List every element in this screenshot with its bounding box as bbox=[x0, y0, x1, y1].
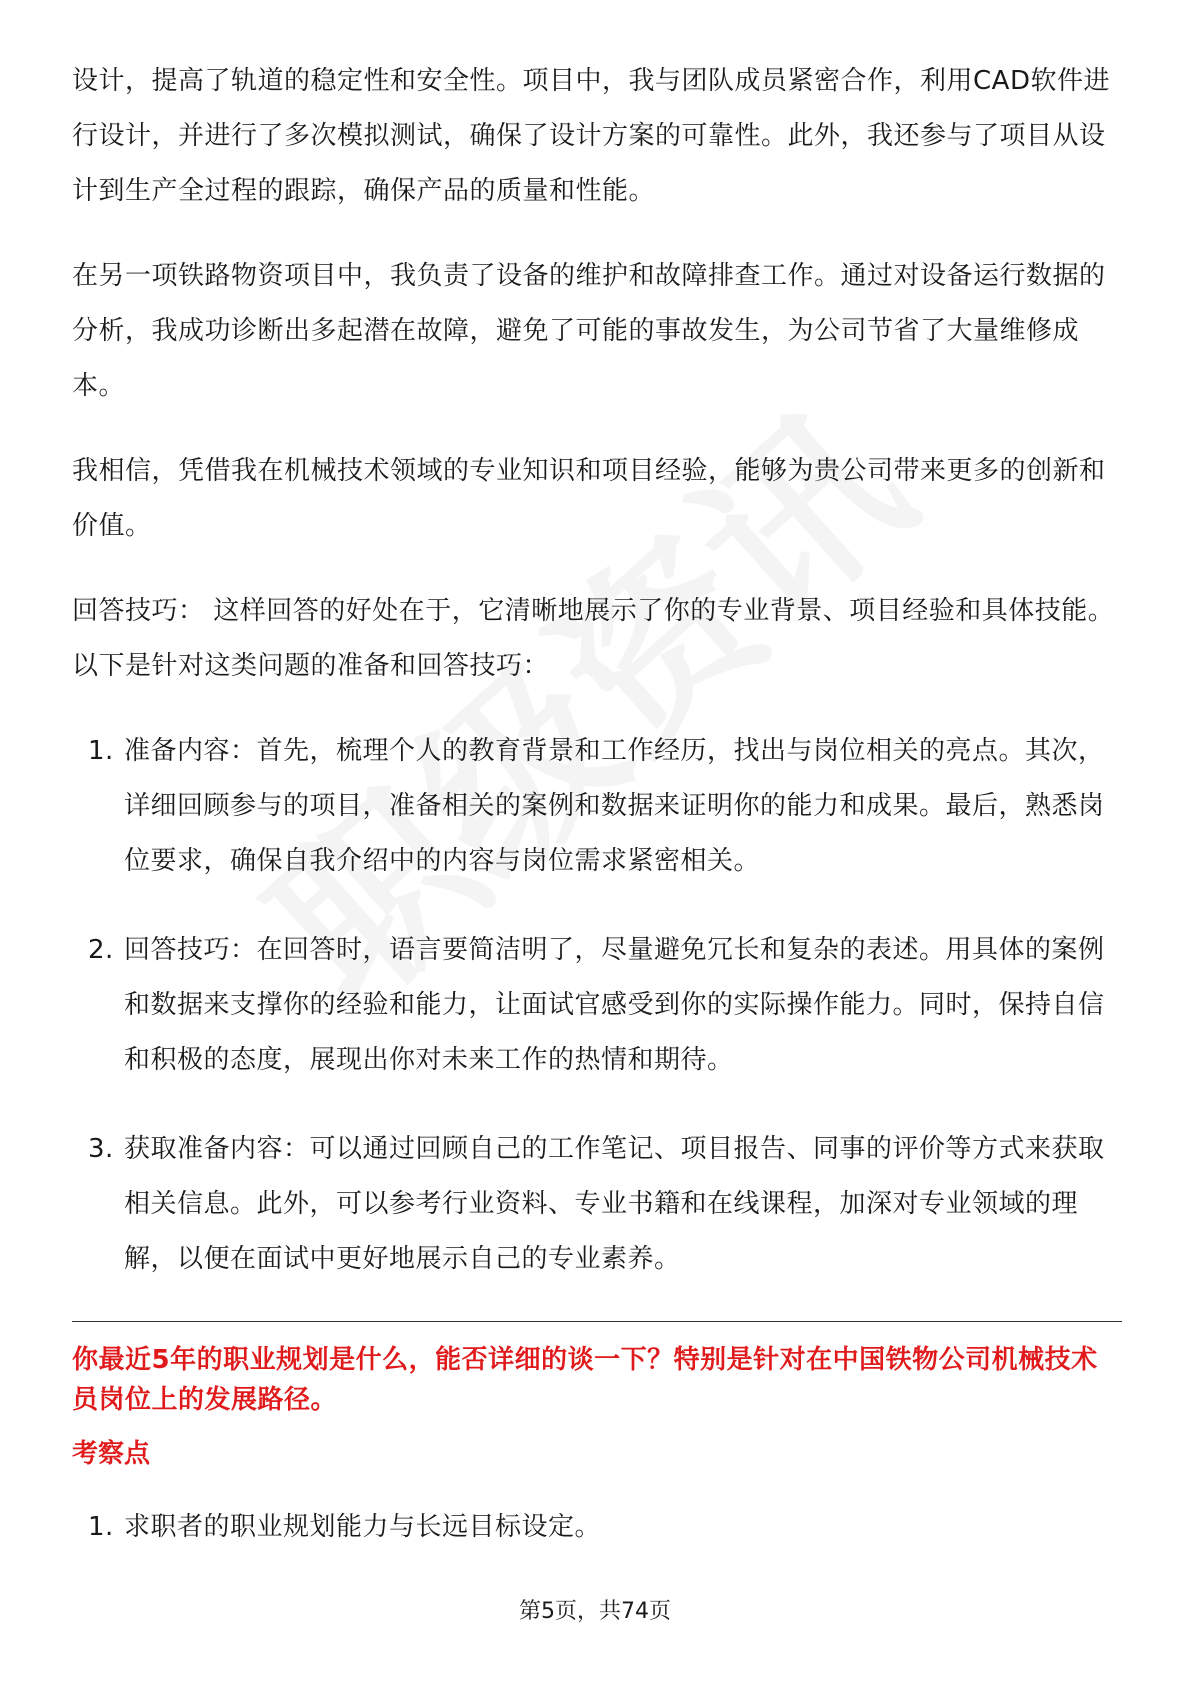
list-number: 1. bbox=[88, 736, 114, 766]
assessment-points-list bbox=[72, 1500, 1122, 1555]
list-item bbox=[72, 923, 1122, 1088]
section-divider bbox=[72, 1321, 1122, 1322]
page-content bbox=[72, 54, 1122, 1589]
list-number: 1. bbox=[88, 1512, 114, 1542]
page-number-footer: 第5页，共74页 bbox=[519, 1599, 671, 1624]
paragraph-closing: 我相信，凭借我在机械技术领域的专业知识和项目经验，能够为贵公司带来更多的创新和价值。 bbox=[72, 456, 1106, 541]
section-label-assessment: 考察点 bbox=[72, 1439, 151, 1469]
tips-list bbox=[72, 724, 1122, 1287]
list-item-text: 准备内容：首先，梳理个人的教育背景和工作经历，找出与岗位相关的亮点。其次，详细回顾参与的项目，准备相关的案例和数据来证明你的能力和成果。最后，熟悉岗位要求，确保自我介绍中的内容与岗位需求紧密相关。 bbox=[124, 736, 1105, 876]
list-item-text: 回答技巧：在回答时，语言要简洁明了，尽量避免冗长和复杂的表述。用具体的案例和数据来支撑你的经验和能力，让面试官感受到你的实际操作能力。同时，保持自信和积极的态度，展现出你对未来工作的热情和期待。 bbox=[124, 935, 1105, 1075]
interview-question: 你最近5年的职业规划是什么，能否详细的谈一下？特别是针对在中国铁物公司机械技术员岗位上的发展路径。 bbox=[72, 1345, 1098, 1415]
paragraph-project-design: 设计，提高了轨道的稳定性和安全性。项目中，我与团队成员紧密合作，利用CAD软件进行设计，并进行了多次模拟测试，确保了设计方案的可靠性。此外，我还参与了项目从设计到生产全过程的跟踪，确保产品的质量和性能。 bbox=[72, 66, 1110, 206]
list-item bbox=[72, 1122, 1122, 1287]
list-item-text: 求职者的职业规划能力与长远目标设定。 bbox=[124, 1512, 602, 1542]
list-number: 3. bbox=[88, 1134, 114, 1164]
list-item bbox=[72, 724, 1122, 889]
list-item-text: 获取准备内容：可以通过回顾自己的工作笔记、项目报告、同事的评价等方式来获取相关信息。此外，可以参考行业资料、专业书籍和在线课程，加深对专业领域的理解，以便在面试中更好地展示自己的专业素养。 bbox=[124, 1134, 1105, 1274]
list-item bbox=[72, 1500, 1122, 1555]
list-number: 2. bbox=[88, 935, 114, 965]
paragraph-answer-tips: 回答技巧： 这样回答的好处在于，它清晰地展示了你的专业背景、项目经验和具体技能。以下是针对这类问题的准备和回答技巧： bbox=[72, 596, 1115, 681]
paragraph-maintenance: 在另一项铁路物资项目中，我负责了设备的维护和故障排查工作。通过对设备运行数据的分析，我成功诊断出多起潜在故障，避免了可能的事故发生，为公司节省了大量维修成本。 bbox=[72, 261, 1106, 401]
